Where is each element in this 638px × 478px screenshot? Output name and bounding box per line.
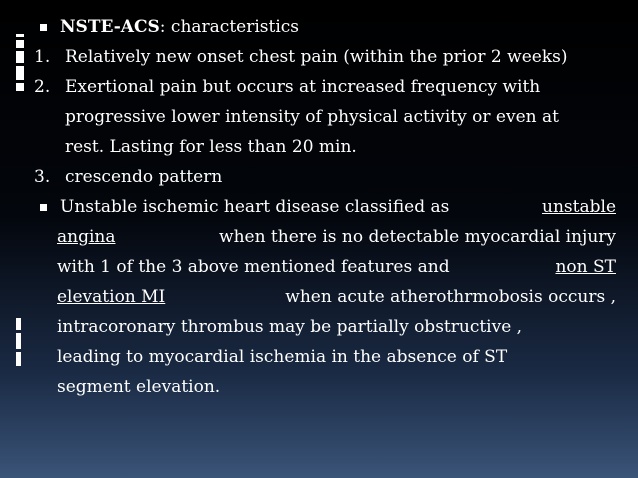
- bullet2-text-4: when acute atherothrmobosis occurs ,: [285, 287, 616, 307]
- bullet2-text-7: segment elevation.: [57, 377, 221, 397]
- bullet2-line-6: [34, 342, 616, 372]
- bullet2-text-3: with 1 of the 3 above mentioned features and: [57, 257, 450, 277]
- slide-content: [34, 12, 616, 402]
- list-number: 1.: [34, 47, 51, 67]
- bullet2-line-7: [34, 372, 616, 402]
- decorative-side-marks-top: [16, 34, 24, 94]
- bullet2-text-5: intracoronary thrombus may be partially obstructive ,: [57, 317, 523, 337]
- list-item-text-line-1: Exertional pain but occurs at increased frequency with: [65, 77, 541, 97]
- list-item-3: [34, 162, 616, 192]
- decorative-side-marks-bottom: [16, 318, 24, 369]
- term-unstable: unstable: [542, 197, 616, 217]
- bullet2-line-1: Unstable ischemic heart disease classified as unstable: [60, 192, 616, 222]
- list-item-text: Relatively new onset chest pain (within the prior 2 weeks): [65, 47, 568, 67]
- bullet-nste-acs-text: NSTE-ACS: characteristics: [60, 17, 300, 37]
- term-non-st: non ST: [555, 257, 616, 277]
- bullet2-line-5: [34, 312, 616, 342]
- list-number: 2.: [34, 77, 51, 97]
- bullet-unstable-angina: [34, 192, 616, 222]
- bullet-nste-acs: [34, 12, 616, 42]
- list-item-text-line-2: progressive lower intensity of physical activity or even at: [65, 107, 559, 127]
- list-item-2-line-2: [34, 102, 616, 132]
- term-angina: angina: [57, 227, 116, 247]
- bullet2-text-6: leading to myocardial ischemia in the absence of ST: [57, 347, 508, 367]
- list-item-text-line-3: rest. Lasting for less than 20 min.: [65, 137, 357, 157]
- square-bullet-icon: [40, 204, 47, 211]
- term-elevation-mi: elevation MI: [57, 287, 166, 307]
- bullet2-line-2: [34, 222, 616, 252]
- list-number: 3.: [34, 167, 51, 187]
- list-item-1: [34, 42, 616, 72]
- list-item-2-line-3: [34, 132, 616, 162]
- bullet2-line-3: [34, 252, 616, 282]
- square-bullet-icon: [40, 24, 47, 31]
- bullet2-text-2: when there is no detectable myocardial injury: [219, 227, 616, 247]
- bullet2-line-4: [34, 282, 616, 312]
- list-item-text: crescendo pattern: [65, 167, 223, 187]
- list-item-2: [34, 72, 616, 102]
